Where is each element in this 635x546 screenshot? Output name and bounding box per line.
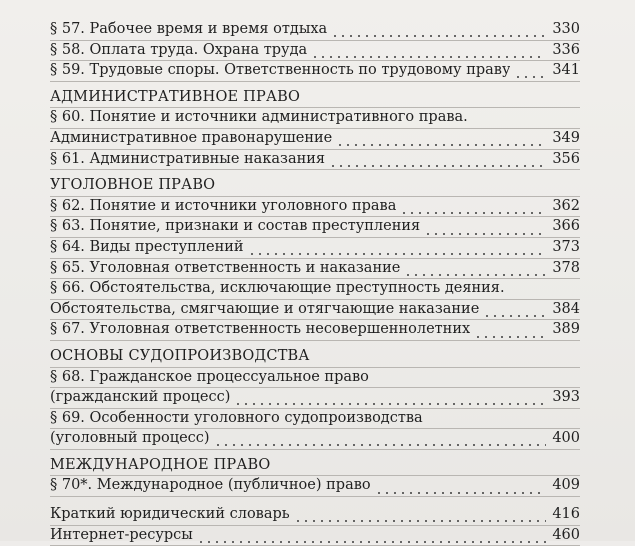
toc-entry-title: § 64. Виды преступлений [50,238,244,255]
toc-page-number: 366 [552,218,580,235]
toc-page-number: 373 [552,238,580,255]
dot-leader [483,305,546,319]
toc-entry-line: § 66. Обстоятельства, исключающие преступность деяния. [50,280,505,297]
toc-entry-title: (уголовный процесс) [50,430,210,447]
toc-page-number: 341 [552,62,580,79]
dot-leader [375,482,546,496]
toc-entry-line: § 68. Гражданское процессуальное право [50,368,369,385]
toc-entry-title: Административное правонарушение [50,129,333,146]
toc-entry-title: § 62. Понятие и источники уголовного права [50,197,397,214]
toc-entry-title: § 67. Уголовная ответственность несовершеннолетних [50,321,471,338]
toc-page-number: 384 [552,300,580,317]
toc-section-heading: МЕЖДУНАРОДНОЕ ПРАВО [50,456,580,477]
toc-entry [50,476,580,497]
dot-leader [234,394,546,408]
dot-leader [214,435,546,449]
toc-entry [50,108,580,149]
toc-entry [50,217,580,238]
dot-leader [474,326,546,340]
dot-leader [404,264,546,278]
toc-entry-title: Обстоятельства, смягчающие и отягчающие наказание [50,300,480,317]
toc-entry-title: § 61. Административные наказания [50,150,326,167]
dot-leader [311,46,546,60]
toc-section-heading: ОСНОВЫ СУДОПРОИЗВОДСТВА [50,347,580,368]
dot-leader [514,67,546,81]
dot-leader [424,223,546,237]
toc-entry-title: (гражданский процесс) [50,389,231,406]
toc-entry-title: § 57. Рабочее время и время отдыха [50,21,328,37]
toc-entry-line: § 69. Особенности уголовного судопроизводства [50,409,423,426]
toc-section-heading: АДМИНИСТРАТИВНОЕ ПРАВО [50,88,580,109]
toc-entry-title: § 63. Понятие, признаки и состав преступления [50,218,421,235]
toc-section-heading: УГОЛОВНОЕ ПРАВО [50,176,580,197]
toc-page-number: 409 [552,477,580,494]
toc-page-number: 330 [552,21,580,37]
toc-entry-title: § 58. Оплата труда. Охрана труда [50,41,308,58]
toc-entry-title: Краткий юридический словарь [50,506,290,523]
dot-leader [400,202,546,216]
toc-page-number: 378 [552,259,580,276]
toc-page-number: 389 [552,321,580,338]
toc-page-number: 356 [552,150,580,167]
dot-leader [197,531,546,545]
toc-entry-title: Интернет-ресурсы [50,526,193,543]
dot-leader [294,511,546,525]
toc-page-number: 362 [552,197,580,214]
toc-entry [50,197,580,218]
toc-entry [50,20,580,41]
toc-entry [50,150,580,171]
toc-page-number: 460 [552,526,580,543]
toc-entry [50,320,580,341]
toc-entry [50,279,580,320]
toc-entry-title: § 59. Трудовые споры. Ответственность по трудовому праву [50,62,511,79]
dot-leader [336,135,546,149]
toc-page-number: 400 [552,430,580,447]
toc-entry [50,61,580,82]
toc-entry-line: § 60. Понятие и источники административного права. [50,109,468,126]
toc-page-number: 349 [552,129,580,146]
toc-entry [50,41,580,62]
toc-entry [50,526,580,546]
toc-entry [50,409,580,450]
toc-page-number: 416 [552,506,580,523]
toc-page-number: 393 [552,389,580,406]
toc-entry-title: § 65. Уголовная ответственность и наказание [50,259,401,276]
toc-entry [50,238,580,259]
dot-leader [329,155,546,169]
toc-page-number: 336 [552,41,580,58]
toc-gap [50,497,580,505]
toc-entry [50,505,580,526]
table-of-contents [50,20,580,546]
dot-leader [331,26,546,40]
toc-entry [50,259,580,280]
toc-entry [50,368,580,409]
dot-leader [248,244,546,258]
toc-entry-title: § 70*. Международное (публичное) право [50,477,371,494]
